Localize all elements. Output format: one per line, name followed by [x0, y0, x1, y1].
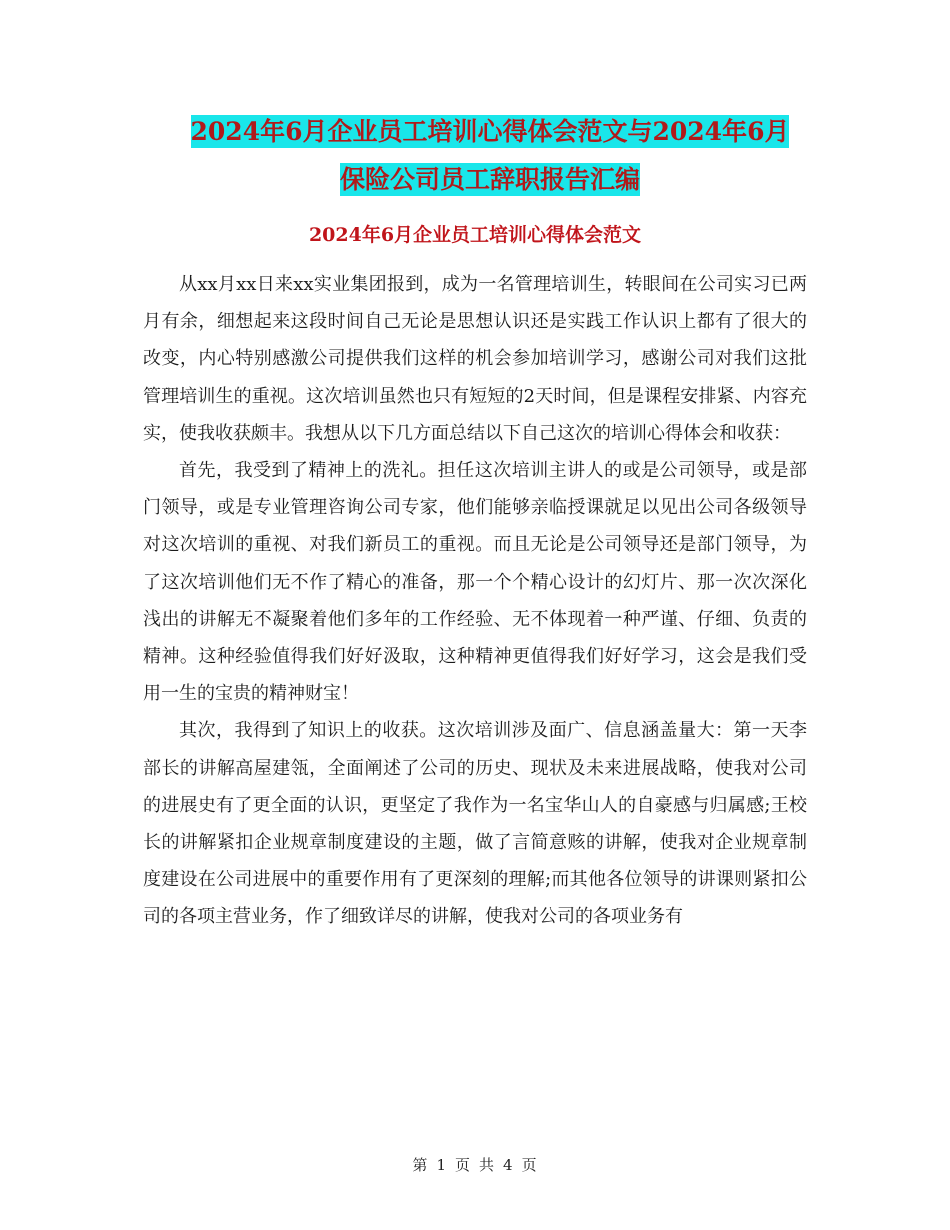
section-title: 2024年6月企业员工培训心得体会范文	[308, 224, 642, 246]
footer-prefix: 第	[412, 1156, 429, 1174]
body-text	[143, 266, 807, 936]
paragraph: 首先，我受到了精神上的洗礼。担任这次培训主讲人的或是公司领导，或是部门领导，或是专业管理咨询公司专家，他们能够亲临授课就足以见出公司各级领导对这次培训的重视、对我们新员工的重视。而且无论是公司领导还是部门领导，为了这次培训他们无不作了精心的准备，那一个个精心设计的幻灯片、那一次次深化浅出的讲解无不凝聚着他们多年的工作经验、无不体现着一种严谨、仔细、负责的精神。这种经验值得我们好好汲取，这种精神更值得我们好好学习，这会是我们受用一生的宝贵的精神财宝！	[143, 460, 807, 705]
paragraph: 其次，我得到了知识上的收获。这次培训涉及面广、信息涵盖量大：第一天李部长的讲解高屋建瓴，全面阐述了公司的历史、现状及未来进展战略，使我对公司的进展史有了更全面的认识，更坚定了我作为一名宝华山人的自豪感与归属感;王校长的讲解紧扣企业规章制度建设的主题，做了言简意赅的讲解，使我对企业规章制度建设在公司进展中的重要作用有了更深刻的理解;而其他各位领导的讲课则紧扣公司的各项主营业务，作了细致详尽的讲解，使我对公司的各项业务有	[143, 720, 807, 928]
footer-suffix: 页	[521, 1156, 538, 1174]
total-pages-number: 4	[503, 1156, 514, 1174]
document-title	[140, 108, 840, 204]
footer-total-prefix: 共	[479, 1156, 496, 1174]
page-footer	[0, 1154, 950, 1175]
paragraph: 从xx月xx日来xx实业集团报到，成为一名管理培训生，转眼间在公司实习已两月有余，细想起来这段时间自己无论是思想认识还是实践工作认识上都有了很大的改变，内心特别感激公司提供我们这样的机会参加培训学习，感谢公司对我们这批管理培训生的重视。这次培训虽然也只有短短的2天时间，但是课程安排紧、内容充实，使我收获颇丰。我想从以下几方面总结以下自己这次的培训心得体会和收获：	[143, 274, 807, 444]
title-line-2: 保险公司员工辞职报告汇编	[339, 165, 640, 194]
title-line-1: 2024年6月企业员工培训心得体会范文与2024年6月	[190, 117, 790, 146]
current-page-number: 1	[436, 1156, 447, 1174]
footer-page-word: 页	[454, 1156, 471, 1174]
